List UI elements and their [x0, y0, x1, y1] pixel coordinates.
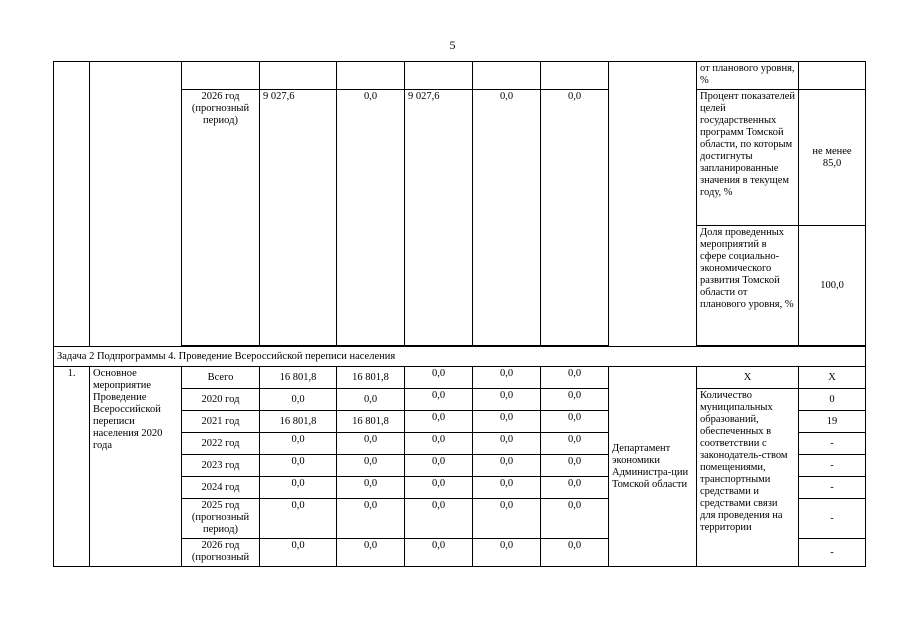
other-cell: 0,0 — [541, 433, 609, 455]
indicator-value-cell: - — [799, 433, 866, 455]
local-cell: 0,0 — [473, 411, 541, 433]
total-cell: 0,0 — [260, 433, 337, 455]
regional-cell: 0,0 — [405, 539, 473, 567]
local-cell: 0,0 — [473, 90, 541, 346]
indicator-cell: Количество муниципальных образований, обеспеченных в соответствии с законодатель-ством помещениями, транспортными средствами и средствами связи для проведения на территории — [697, 389, 799, 567]
indicator-value-cell — [799, 62, 866, 90]
period-cell: 2024 год — [182, 477, 260, 499]
federal-cell: 0,0 — [337, 539, 405, 567]
federal-cell: 16 801,8 — [337, 367, 405, 389]
indicator-cell: Процент показателей целей государственных программ Томской области, по которым достигнуты запланированные значения в текущем году, % — [697, 90, 799, 226]
period-cell: 2023 год — [182, 455, 260, 477]
total-cell: 16 801,8 — [260, 367, 337, 389]
local-cell: 0,0 — [473, 499, 541, 539]
regional-cell: 9 027,6 — [405, 90, 473, 346]
local-cell: 0,0 — [473, 433, 541, 455]
number-cell — [54, 62, 90, 347]
value-cell — [541, 62, 609, 90]
regional-cell: 0,0 — [405, 367, 473, 389]
value-cell — [260, 62, 337, 90]
federal-cell: 0,0 — [337, 455, 405, 477]
task-header: Задача 2 Подпрограммы 4. Проведение Всероссийской переписи населения — [54, 347, 866, 367]
indicator-cell: X — [697, 367, 799, 389]
value-cell — [405, 62, 473, 90]
total-cell: 0,0 — [260, 539, 337, 567]
period-cell: 2026 год (прогнозный период) — [182, 90, 260, 346]
federal-cell: 0,0 — [337, 477, 405, 499]
indicator-cell: от планового уровня, % — [697, 62, 799, 90]
federal-cell: 0,0 — [337, 90, 405, 346]
period-cell: 2021 год — [182, 411, 260, 433]
other-cell: 0,0 — [541, 539, 609, 567]
period-cell: 2025 год (прогнозный период) — [182, 499, 260, 539]
regional-cell: 0,0 — [405, 477, 473, 499]
name-cell — [90, 62, 182, 347]
other-cell: 0,0 — [541, 90, 609, 346]
local-cell: 0,0 — [473, 389, 541, 411]
other-cell: 0,0 — [541, 499, 609, 539]
local-cell: 0,0 — [473, 455, 541, 477]
local-cell: 0,0 — [473, 367, 541, 389]
regional-cell: 0,0 — [405, 433, 473, 455]
indicator-value-cell: 19 — [799, 411, 866, 433]
value-cell — [337, 62, 405, 90]
federal-cell: 16 801,8 — [337, 411, 405, 433]
period-cell: 2026 год (прогнозный — [182, 539, 260, 567]
federal-cell: 0,0 — [337, 433, 405, 455]
regional-cell: 0,0 — [405, 455, 473, 477]
total-cell: 0,0 — [260, 389, 337, 411]
federal-cell: 0,0 — [337, 499, 405, 539]
federal-cell: 0,0 — [337, 389, 405, 411]
period-cell: 2020 год — [182, 389, 260, 411]
local-cell: 0,0 — [473, 539, 541, 567]
regional-cell: 0,0 — [405, 389, 473, 411]
page-number: 5 — [449, 38, 456, 52]
other-cell: 0,0 — [541, 367, 609, 389]
indicator-value-cell: - — [799, 499, 866, 539]
other-cell: 0,0 — [541, 389, 609, 411]
total-cell: 9 027,6 — [260, 90, 337, 346]
table-row — [54, 367, 866, 389]
indicator-value-cell: - — [799, 455, 866, 477]
indicator-cell: Доля проведенных мероприятий в сфере социально-экономического развития Томской области от планового уровня, % — [697, 226, 799, 346]
executor-cell — [609, 62, 697, 347]
indicator-value-cell: 0 — [799, 389, 866, 411]
task-header-row — [54, 347, 866, 367]
regional-cell: 0,0 — [405, 411, 473, 433]
indicator-value-cell: X — [799, 367, 866, 389]
indicator-value-cell: - — [799, 477, 866, 499]
indicator-value-cell: - — [799, 539, 866, 567]
activity-number: 1. — [54, 367, 90, 567]
period-cell: 2022 год — [182, 433, 260, 455]
activity-name: Основное мероприятие Проведение Всероссийской переписи населения 2020 года — [90, 367, 182, 567]
local-cell: 0,0 — [473, 477, 541, 499]
total-cell: 0,0 — [260, 455, 337, 477]
other-cell: 0,0 — [541, 411, 609, 433]
executor-cell: Департамент экономики Администра-ции Томской области — [609, 367, 697, 567]
period-cell — [182, 62, 260, 90]
indicator-value-cell: не менее 85,0 — [799, 90, 866, 226]
period-cell: Всего — [182, 367, 260, 389]
indicator-value-cell: 100,0 — [799, 226, 866, 346]
total-cell: 16 801,8 — [260, 411, 337, 433]
table-row — [54, 62, 866, 90]
program-table — [53, 61, 866, 567]
total-cell: 0,0 — [260, 477, 337, 499]
regional-cell: 0,0 — [405, 499, 473, 539]
total-cell: 0,0 — [260, 499, 337, 539]
other-cell: 0,0 — [541, 477, 609, 499]
other-cell: 0,0 — [541, 455, 609, 477]
value-cell — [473, 62, 541, 90]
